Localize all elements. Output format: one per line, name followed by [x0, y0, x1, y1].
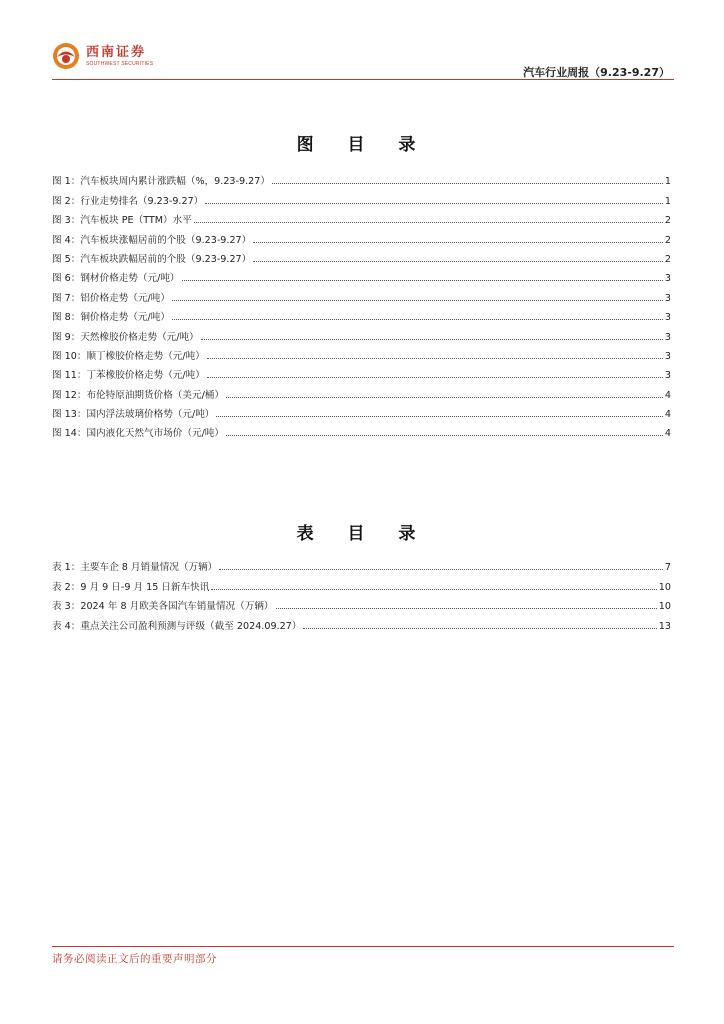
figure-toc-entry-label: 图 6：钢材价格走势（元/吨） [52, 273, 180, 285]
table-toc-entry[interactable] [52, 593, 671, 612]
figure-toc-entry-page-number: 4 [664, 389, 671, 401]
dot-leader [219, 569, 663, 570]
dot-leader [226, 435, 663, 436]
table-index-list [52, 554, 671, 632]
logo-mark-icon [52, 42, 80, 70]
figure-toc-entry-page-number: 2 [664, 234, 671, 246]
dot-leader [272, 183, 663, 184]
page-header [52, 40, 674, 82]
header-divider [52, 79, 674, 80]
figure-toc-entry-label: 图 7：铝价格走势（元/吨） [52, 292, 170, 304]
logo-en-text: SOUTHWEST SECURITIES [86, 60, 154, 67]
logo-cn-text: 西南证券 [86, 44, 147, 60]
figure-toc-entry[interactable] [52, 343, 671, 362]
dot-leader [172, 300, 663, 301]
footer-divider [52, 946, 674, 947]
dot-leader [276, 608, 657, 609]
dot-leader [172, 319, 663, 320]
figure-toc-entry-label: 图 12：布伦特原油期货价格（美元/桶） [52, 389, 224, 401]
figure-index-list [52, 168, 671, 439]
table-toc-entry-label: 表 4：重点关注公司盈利预测与评级（截至 2024.09.27） [52, 620, 302, 632]
figure-toc-entry-label: 图 13：国内浮法玻璃价格势（元/吨） [52, 409, 215, 421]
figure-toc-entry-label: 图 8：铜价格走势（元/吨） [52, 312, 170, 324]
table-toc-entry[interactable] [52, 554, 671, 573]
table-toc-entry-page-number: 10 [658, 601, 671, 613]
figure-toc-entry-label: 图 2：行业走势排名（9.23-9.27） [52, 195, 204, 207]
figure-toc-entry-page-number: 3 [664, 370, 671, 382]
table-toc-entry-page-number: 13 [658, 620, 671, 632]
dot-leader [303, 628, 656, 629]
figure-toc-entry-page-number: 3 [664, 350, 671, 362]
table-toc-entry[interactable] [52, 612, 671, 631]
figure-toc-entry[interactable] [52, 304, 671, 323]
figure-toc-entry-label: 图 5：汽车板块跌幅居前的个股（9.23-9.27） [52, 253, 252, 265]
figure-toc-entry-page-number: 1 [664, 195, 671, 207]
dot-leader [201, 339, 663, 340]
figure-toc-entry[interactable] [52, 420, 671, 439]
figure-toc-entry-label: 图 11：丁苯橡胶价格走势（元/吨） [52, 370, 205, 382]
figure-toc-entry-page-number: 4 [664, 409, 671, 421]
figure-toc-entry[interactable] [52, 362, 671, 381]
figure-toc-entry[interactable] [52, 284, 671, 303]
table-toc-entry[interactable] [52, 573, 671, 592]
figure-toc-entry-page-number: 3 [664, 292, 671, 304]
table-index-title: 表 目 录 [296, 524, 430, 544]
figure-toc-entry-page-number: 3 [664, 273, 671, 285]
table-toc-entry-label: 表 2：9 月 9 日-9 月 15 日新车快讯 [52, 581, 210, 593]
figure-toc-entry-label: 图 4：汽车板块涨幅居前的个股（9.23-9.27） [52, 234, 252, 246]
figure-toc-entry-page-number: 3 [664, 331, 671, 343]
dot-leader [194, 222, 663, 223]
figure-toc-entry-page-number: 3 [664, 312, 671, 324]
figure-toc-entry-label: 图 3：汽车板块 PE（TTM）水平 [52, 215, 192, 227]
table-toc-entry-label: 表 1：主要车企 8 月销量情况（万辆） [52, 562, 218, 574]
figure-index-title: 图 目 录 [296, 135, 430, 155]
figure-toc-entry-page-number: 2 [664, 215, 671, 227]
figure-toc-entry[interactable] [52, 265, 671, 284]
dot-leader [216, 416, 662, 417]
figure-toc-entry[interactable] [52, 168, 671, 187]
dot-leader [182, 280, 663, 281]
figure-toc-entry-label: 图 14：国内液化天然气市场价（元/吨） [52, 428, 224, 440]
figure-toc-entry[interactable] [52, 246, 671, 265]
dot-leader [211, 589, 656, 590]
figure-toc-entry-page-number: 1 [664, 176, 671, 188]
figure-toc-entry[interactable] [52, 187, 671, 206]
figure-toc-entry[interactable] [52, 226, 671, 245]
company-logo [52, 42, 153, 70]
figure-toc-entry-page-number: 2 [664, 253, 671, 265]
report-title: 汽车行业周报（9.23-9.27） [523, 66, 670, 79]
figure-toc-entry-page-number: 4 [664, 428, 671, 440]
table-toc-entry-label: 表 3：2024 年 8 月欧美各国汽车销量情况（万辆） [52, 601, 274, 613]
table-toc-entry-page-number: 7 [664, 562, 671, 574]
figure-toc-entry[interactable] [52, 381, 671, 400]
dot-leader [207, 358, 663, 359]
dot-leader [205, 203, 663, 204]
dot-leader [253, 242, 663, 243]
figure-toc-entry[interactable] [52, 401, 671, 420]
figure-toc-entry[interactable] [52, 323, 671, 342]
table-toc-entry-page-number: 10 [658, 581, 671, 593]
figure-toc-entry[interactable] [52, 207, 671, 226]
dot-leader [226, 397, 663, 398]
figure-toc-entry-label: 图 10：顺丁橡胶价格走势（元/吨） [52, 350, 205, 362]
dot-leader [207, 377, 663, 378]
dot-leader [253, 261, 663, 262]
footer-disclaimer: 请务必阅读正文后的重要声明部分 [52, 953, 217, 965]
figure-toc-entry-label: 图 9：天然橡胶价格走势（元/吨） [52, 331, 199, 343]
figure-toc-entry-label: 图 1：汽车板块周内累计涨跌幅（%，9.23-9.27） [52, 176, 270, 188]
